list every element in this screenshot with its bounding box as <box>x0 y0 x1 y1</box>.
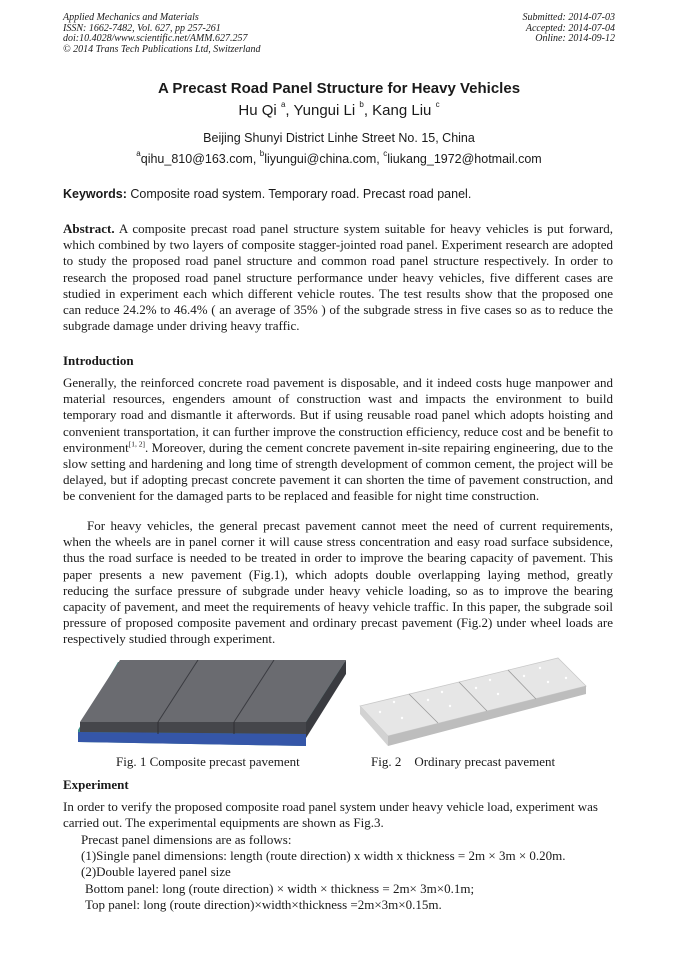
figure-2-caption: Fig. 2 Ordinary precast pavement <box>371 754 556 769</box>
keywords-label: Keywords: <box>63 187 127 201</box>
author-mark: c <box>435 100 440 109</box>
author-mark: a <box>280 100 286 109</box>
intro-paragraph-2: For heavy vehicles, the general precast pavement cannot meet the need of current requirements, when the wheels are in panel corner it will cause stress concentration and easy road surface subsidence, thus the road surface is needed to be treated in order to improve the bearing capacity of pavement. This paper presents a new pavement (Fig.1), which adopts double overlapping laying method, greatly reducing the surface pressure of subgrade under heavy vehicle loading, so as to improve the bearing capacity of pavement, and meet the requirements of heavy vehicle traffic. In this paper, the subgrade soil pressure of proposed composite pavement and ordinary precast pavement (Fig.2) under wheel loads are respectively studied through experiment. <box>63 518 613 647</box>
figure-2-ordinary-pavement <box>358 656 588 752</box>
email-mark: b <box>259 148 265 158</box>
affiliation: Beijing Shunyi District Linhe Street No. 15, China <box>203 131 475 145</box>
author-name: Kang Liu <box>372 102 432 119</box>
submitted-date: Submitted: 2014-07-03 <box>522 12 615 23</box>
list-line: (2)Double layered panel size <box>81 864 231 880</box>
publication-dates <box>523 13 616 45</box>
doi[interactable]: doi:10.4028/www.scientific.net/AMM.627.257 <box>63 33 248 45</box>
list-line: (1)Single panel dimensions: length (route direction) x width x thickness = 2m × 3m × 0.20m. <box>81 848 566 864</box>
email-address[interactable]: liukang_1972@hotmail.com <box>387 152 542 166</box>
email-mark: a <box>136 148 141 158</box>
email-mark: c <box>383 148 388 158</box>
figure-1-composite-pavement <box>78 660 348 756</box>
intro-text: Generally, the reinforced concrete road pavement is disposable, and it indeed costs huge manpower and material resources, engenders amount of construction wast and impacts the environment to build temporary road and dismantle it afterwords. But if using reusable road panel which adopts hoisting and convenient transportation, it can further improve the construction efficiency, reduce cost and be benefit to environment <box>63 375 613 455</box>
author-name: Yungui Li <box>293 102 356 119</box>
figure-1-caption: Fig. 1 Composite precast pavement <box>116 754 300 769</box>
keywords <box>63 187 471 201</box>
keywords-text: Composite road system. Temporary road. Precast road panel. <box>130 187 472 201</box>
journal-name: Applied Mechanics and Materials <box>63 12 199 23</box>
author-mark: b <box>359 100 364 109</box>
intro-text: . Moreover, during the cement concrete pavement in-site repairing engineering, due to the slow setting and hardening and long time of strength development of common cement, the project will be delayed, but if adopting precast concrete pavement it can shorten the time of pavement construction, and be convenient for the damaged parts to be replaced and feasible for night time construction. <box>63 439 613 504</box>
email-address[interactable]: qihu_810@163.com <box>140 152 253 166</box>
section-heading-experiment: Experiment <box>63 777 129 792</box>
panel-top-surface <box>80 660 346 722</box>
abstract-label: Abstract. <box>63 221 115 236</box>
author-list: Hu Qi $^a$, Yungui Li $^b$, Kang Liu $^c$ <box>238 100 440 119</box>
panel-top-side <box>80 722 306 734</box>
panel-side-blue <box>78 732 306 746</box>
author-name: Hu Qi <box>238 102 277 119</box>
issn: ISSN: 1662-7482, Vol. 627, pp 257-261 <box>63 22 221 34</box>
section-heading-introduction: Introduction <box>63 353 134 368</box>
paper-title: A Precast Road Panel Structure for Heavy Vehicles <box>157 80 521 97</box>
abstract-text: A composite precast road panel structure system suitable for heavy vehicles is put forward, which combined by two layers of composite stagger-jointed road panel. Experiment research are adopted to study the proposed road panel structure and common road panel structure respectively. In order to research the proposed road panel structure performance under heavy vehicles, five different cases are studied in experiment each which different vehicle routes. The test results show that the proposed one can reduce 24.2% to 46.4% ( an average of 35% ) of the subgrade stress in five cases so as to reduce the subgrade damage under driving heavy traffic. <box>63 221 613 334</box>
list-line: Top panel: long (route direction)×width×thickness =2m×3m×0.15m. <box>85 896 442 912</box>
abstract <box>63 221 613 334</box>
journal-info <box>63 13 261 55</box>
email-address[interactable]: liyungui@china.com <box>264 152 377 166</box>
intro-paragraph-1 <box>63 375 613 505</box>
citation-ref[interactable]: [1, 2] <box>128 439 146 449</box>
email-list: $^a$qihu_810@163.com, $^b$liyungui@china.com, $^c$liukang_1972@hotmail.com <box>136 148 542 166</box>
copyright: © 2014 Trans Tech Publications Ltd, Switzerland <box>63 43 261 55</box>
list-line: Precast panel dimensions are as follows: <box>81 832 292 847</box>
accepted-date: Accepted: 2014-07-04 <box>525 22 615 34</box>
experiment-paragraph-1: In order to verify the proposed composite road panel system under heavy vehicle load, experiment was carried out. The experimental equipments are shown as Fig.3. <box>63 799 598 831</box>
list-line: Bottom panel: long (route direction) × width × thickness = 2m× 3m×0.1m; <box>85 880 475 896</box>
panel-dimension-list <box>63 832 623 913</box>
online-date: Online: 2014-09-12 <box>535 33 615 45</box>
